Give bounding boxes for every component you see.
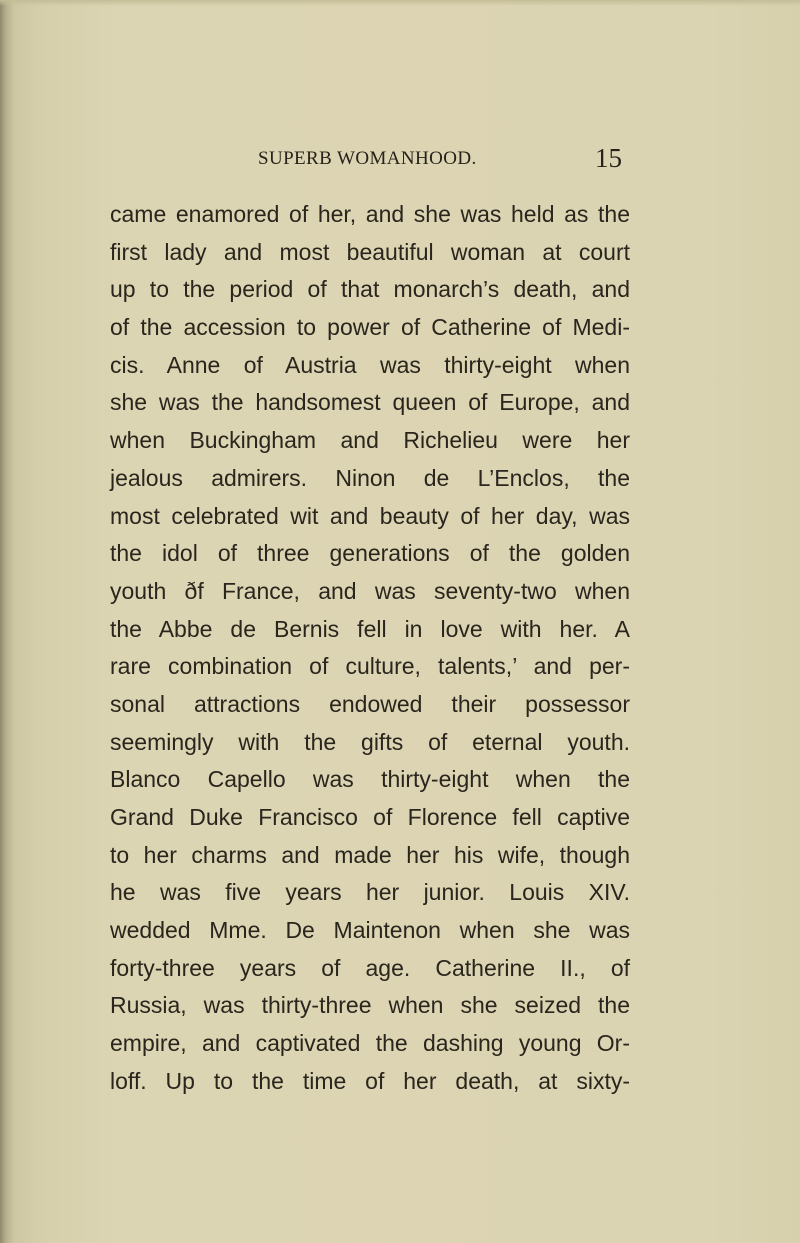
gutter-shadow [0,0,14,1243]
text-line: rare combination of culture, talents,’ and per- [110,653,630,680]
text-line: when Buckingham and Richelieu were her [110,427,630,454]
text-line: jealous admirers. Ninon de L’Enclos, the [110,464,630,491]
text-line: Russia, was thirty-three when she seized the [110,992,630,1019]
text-line: youth ðf France, and was seventy-two when [110,577,630,604]
text-line: came enamored of her, and she was held as the [110,201,630,227]
page-top-edge [0,0,800,6]
text-line: empire, and captivated the dashing young Or- [110,1030,630,1057]
body-text [110,196,630,1101]
page-number: 15 [595,143,622,173]
text-line: he was five years her junior. Louis XIV. [110,879,630,906]
running-title: SUPERB WOMANHOOD. [258,148,477,169]
text-line: most celebrated wit and beauty of her day, was [110,502,630,529]
running-head [110,143,630,180]
text-line: to her charms and made her his wife, though [110,841,630,868]
text-line: Grand Duke Francisco of Florence fell captive [110,804,630,830]
text-line: cis. Anne of Austria was thirty-eight when [110,351,630,378]
text-line: wedded Mme. De Maintenon when she was [110,917,630,944]
text-line: Blanco Capello was thirty-eight when the [110,766,630,793]
text-line: the idol of three generations of the golden [110,540,630,567]
text-line: loff. Up to the time of her death, at sixty- [110,1067,630,1094]
text-line: first lady and most beautiful woman at court [110,238,630,265]
text-line: the Abbe de Bernis fell in love with her. A [110,615,630,642]
text-line: up to the period of that monarch’s death, and [110,276,630,303]
text-line: seemingly with the gifts of eternal youth. [110,728,630,755]
text-line: forty-three years of age. Catherine II., of [110,954,630,981]
text-line: sonal attractions endowed their possessor [110,690,630,717]
text-line: she was the handsomest queen of Europe, and [110,389,630,416]
text-line: of the accession to power of Catherine of Medi- [110,314,630,341]
